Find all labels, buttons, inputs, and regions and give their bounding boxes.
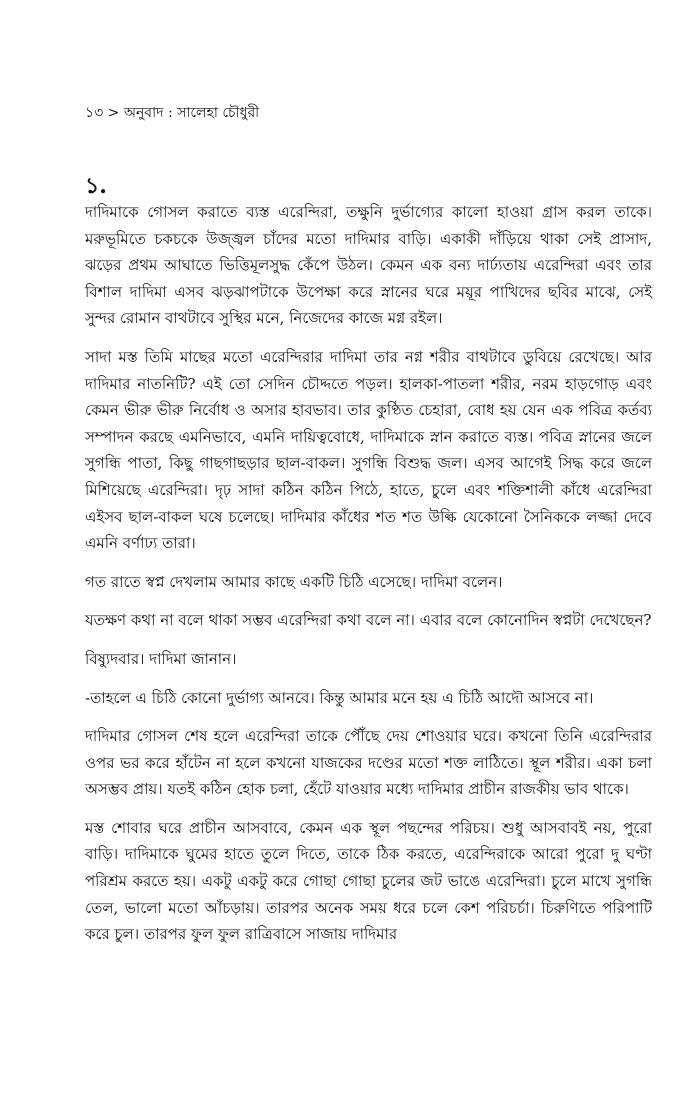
- chapter-number: ১.: [85, 173, 107, 199]
- paragraph: -তাহলে এ চিঠি কোনো দুর্ভাগ্য আনবে। কিন্তু আমার মনে হয় এ চিঠি আদৌ আসবে না।: [85, 688, 594, 707]
- paragraph: সাদা মস্ত তিমি মাছের মতো এরেন্দিরার দাদিমা তার নগ্ন শরীর বাথটাবে ডুবিয়ে রেখেছে। আর দাদিমার নাতনিটি? এই তো সেদিন চৌদ্দতে পড়ল। হালকা-পাতলা শরীর, নরম হাড়গোড় এবং কেমন ভীরু ভীরু নির্বোধ ও অসার হাবভাব। তার কুণ্ঠিত চেহারা, বোধ হয় যেন এক পবিত্র কর্তব্য সম্পাদন করছে এমনিভাবে, এমনি দায়িত্ববোধে, দাদিমাকে স্নান করাতে ব্যস্ত। পবিত্র স্নানের জলে সুগন্ধি পাতা, কিছু গাছগাছড়ার ছাল-বাকল। সুগন্ধি বিশুদ্ধ জল। এসব আগেই সিদ্ধ করে জলে মিশিয়েছে এরেন্দিরা। দৃঢ় সাদা কঠিন কঠিন পিঠে, হাতে, চুলে এবং শক্তিশালী কাঁধে এরেন্দিরা এইসব ছাল-বাকল ঘষে চলেছে। দাদিমার কাঁধের শত শত উল্কি যেকোনো সৈনিককে লজ্জা দেবে এমনি বর্ণাঢ্য তারা।: [85, 347, 652, 553]
- body-text: [85, 199, 652, 960]
- paragraph: যতক্ষণ কথা না বলে থাকা সম্ভব এরেন্দিরা কথা বলে না। এবার বলে কোনোদিন স্বপ্নটা দেখেছেন?: [85, 611, 652, 630]
- running-header: ১৩ > অনুবাদ : সালেহা চৌধুরী: [85, 105, 260, 121]
- paragraph: মস্ত শোবার ঘরে প্রাচীন আসবাবে, কেমন এক স্থূল পছন্দের পরিচয়। শুধু আসবাবই নয়, পুরো বাড়ি। দাদিমাকে ঘুমের হাতে তুলে দিতে, তাকে ঠিক করতে, এরেন্দিরাকে আরো পুরো দু ঘণ্টা পরিশ্রম করতে হয়। একটু একটু করে গোছা গোছা চুলের জট ভাঙে এরেন্দিরা। চুলে মাখে সুগন্ধি তেল, ভালো মতো আঁচড়ায়। তারপর অনেক সময় ধরে চলে কেশ পরিচর্চা। চিরুণিতে পরিপাটি করে চুল। তারপর ফুল ফুল রাত্রিবাসে সাজায় দাদিমার: [85, 818, 652, 944]
- paragraph: গত রাতে স্বপ্ন দেখলাম আমার কাছে একটি চিঠি এসেছে। দাদিমা বলেন।: [85, 572, 503, 591]
- paragraph: দাদিমাকে গোসল করাতে ব্যস্ত এরেন্দিরা, তক্ষুনি দুর্ভাগ্যের কালো হাওয়া গ্রাস করল তাকে। মরুভূমিতে চকচকে উজ্জ্বল চাঁদের মতো দাদিমার বাড়ি। একাকী দাঁড়িয়ে থাকা সেই প্রাসাদ, ঝড়ের প্রথম আঘাতে ভিত্তিমূলসুদ্ধ কেঁপে উঠল। কেমন এক বন্য দার্ঢ্যতায় এরেন্দিরা এবং তার বিশাল দাদিমা এসব ঝড়ঝাপটাকে উপেক্ষা করে স্নানের ঘরে ময়ূর পাখিদের ছবির মাঝে, সেই সুন্দর রোমান বাথটাবে সুস্থির মনে, নিজেদের কাজে মগ্ন রইল।: [85, 203, 652, 328]
- paragraph: দাদিমার গোসল শেষ হলে এরেন্দিরা তাকে পৌঁছে দেয় শোওয়ার ঘরে। কখনো তিনি এরেন্দিরার ওপর ভর করে হাঁটেন না হলে কখনো যাজকের দণ্ডের মতো শক্ত লাঠিতে। স্থূল শরীর। একা চলা অসম্ভব প্রায়। যতই কঠিন হোক চলা, হেঁটে যাওয়ার মধ্যে দাদিমার প্রাচীন রাজকীয় ভাব থাকে।: [85, 727, 652, 799]
- paragraph: বিষ্যুদবার। দাদিমা জানান।: [85, 649, 237, 668]
